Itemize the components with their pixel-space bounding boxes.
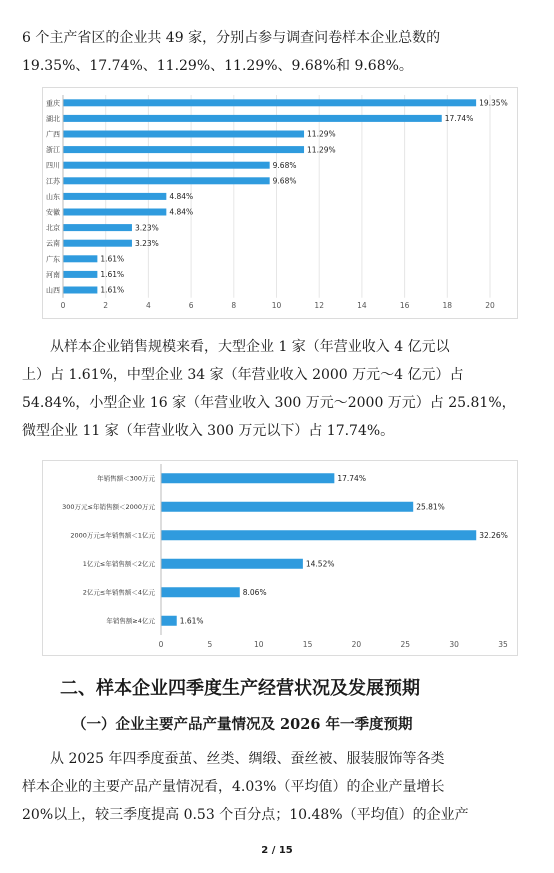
x-tick-label: 10 (271, 301, 282, 310)
x-tick-label: 20 (351, 640, 362, 649)
bar (63, 224, 132, 231)
x-tick-label: 18 (442, 301, 453, 310)
text-line: 微型企业 11 家（年营业收入 300 万元以下）占 17.74%。 (22, 423, 395, 439)
text-line: 样本企业的主要产品产量情况看，4.03%（平均值）的企业产量增长 (22, 779, 445, 795)
text-line: 6 个主产省区的企业共 49 家，分别占参与调查问卷样本企业总数的 (22, 30, 441, 46)
category-label: 山西 (46, 286, 60, 295)
data-label: 1.61% (179, 616, 204, 626)
bar (63, 287, 97, 294)
x-tick-label: 2 (103, 301, 109, 310)
data-label: 17.74% (444, 114, 474, 124)
category-label: 山东 (46, 192, 60, 201)
x-tick-label: 14 (357, 301, 367, 310)
page-number: 2 / 15 (261, 845, 293, 856)
bar (63, 240, 132, 247)
bar (63, 146, 304, 153)
scale-paragraph (22, 333, 534, 445)
bar (161, 616, 177, 626)
text-line: 从 2025 年四季度蚕茧、丝类、绸缎、蚕丝被、服装服饰等各类 (22, 751, 445, 767)
data-label: 4.84% (169, 192, 194, 202)
x-tick-label: 6 (188, 301, 194, 310)
bar (161, 530, 476, 540)
x-tick-label: 0 (158, 640, 164, 649)
category-label: 广西 (46, 130, 60, 139)
bar (161, 502, 413, 512)
bar (63, 131, 304, 138)
category-label: 2000万元≤年销售额＜1亿元 (70, 531, 155, 540)
text-line: 上）占 1.61%，中型企业 34 家（年营业收入 2000 万元～4 亿元）占 (22, 367, 464, 383)
category-label: 广东 (46, 255, 60, 264)
data-label: 1.61% (100, 270, 125, 280)
data-label: 32.26% (479, 530, 508, 540)
data-label: 11.29% (307, 145, 336, 155)
bar (63, 115, 442, 122)
data-label: 1.61% (100, 285, 125, 295)
x-tick-label: 0 (60, 301, 66, 310)
data-label: 25.81% (416, 502, 445, 512)
intro-paragraph (22, 24, 534, 80)
data-label: 3.23% (134, 238, 159, 248)
category-label: 四川 (46, 161, 60, 170)
bar (161, 473, 334, 483)
output-paragraph (22, 745, 534, 829)
bar (63, 193, 166, 200)
data-label: 11.29% (307, 129, 336, 139)
province-share-chart-svg (43, 88, 517, 318)
bar (63, 99, 476, 106)
data-label: 3.23% (134, 223, 159, 233)
category-label: 湖北 (46, 114, 60, 123)
x-tick-label: 8 (231, 301, 237, 310)
bar (161, 587, 240, 597)
category-label: 2亿元≤年销售额＜4亿元 (82, 588, 155, 597)
category-label: 1亿元≤年销售额＜2亿元 (82, 560, 155, 569)
x-tick-label: 30 (449, 640, 459, 649)
x-tick-label: 4 (146, 301, 151, 310)
data-label: 9.68% (272, 176, 297, 186)
sales-scale-chart (42, 460, 518, 656)
section-title: 二、样本企业四季度生产经营状况及发展预期 (60, 678, 420, 699)
x-tick-label: 25 (400, 640, 411, 649)
category-label: 云南 (46, 239, 60, 248)
bar (63, 162, 270, 169)
category-label: 300万元≤年销售额＜2000万元 (62, 503, 155, 512)
text-line: 19.35%、17.74%、11.29%、11.29%、9.68%和 9.68%。 (22, 58, 413, 74)
category-label: 年销售额≥4亿元 (106, 617, 155, 626)
bar (63, 271, 97, 278)
data-label: 1.61% (100, 254, 125, 264)
x-tick-label: 5 (207, 640, 213, 649)
data-label: 19.35% (479, 98, 508, 108)
category-label: 年销售额＜300万元 (97, 474, 155, 483)
bar (63, 255, 97, 262)
subsection-title: （一）企业主要产品产量情况及 2026 年一季度预期 (72, 716, 413, 733)
bar (63, 209, 166, 216)
x-tick-label: 20 (485, 301, 495, 310)
category-label: 安徽 (46, 208, 60, 217)
category-label: 江苏 (46, 177, 60, 186)
bar (161, 559, 303, 569)
data-label: 4.84% (169, 207, 194, 217)
data-label: 9.68% (272, 160, 297, 170)
category-label: 河南 (46, 270, 60, 279)
category-label: 重庆 (46, 99, 60, 108)
data-label: 17.74% (337, 473, 366, 483)
data-label: 8.06% (242, 587, 267, 597)
text-line: 20%以上，较三季度提高 0.53 个百分点；10.48%（平均值）的企业产 (22, 807, 469, 823)
bar (63, 177, 270, 184)
data-label: 14.52% (305, 559, 335, 569)
category-label: 北京 (46, 224, 60, 233)
x-tick-label: 16 (399, 301, 410, 310)
x-tick-label: 35 (498, 640, 508, 649)
province-share-chart (42, 87, 518, 319)
text-line: 从样本企业销售规模来看，大型企业 1 家（年营业收入 4 亿元以 (22, 339, 450, 355)
sales-scale-chart-svg (43, 461, 517, 655)
x-tick-label: 15 (302, 640, 313, 649)
x-tick-label: 10 (253, 640, 264, 649)
category-label: 浙江 (46, 146, 60, 155)
text-line: 54.84%，小型企业 16 家（年营业收入 300 万元～2000 万元）占 25.81%， (22, 395, 516, 411)
x-tick-label: 12 (314, 301, 324, 310)
